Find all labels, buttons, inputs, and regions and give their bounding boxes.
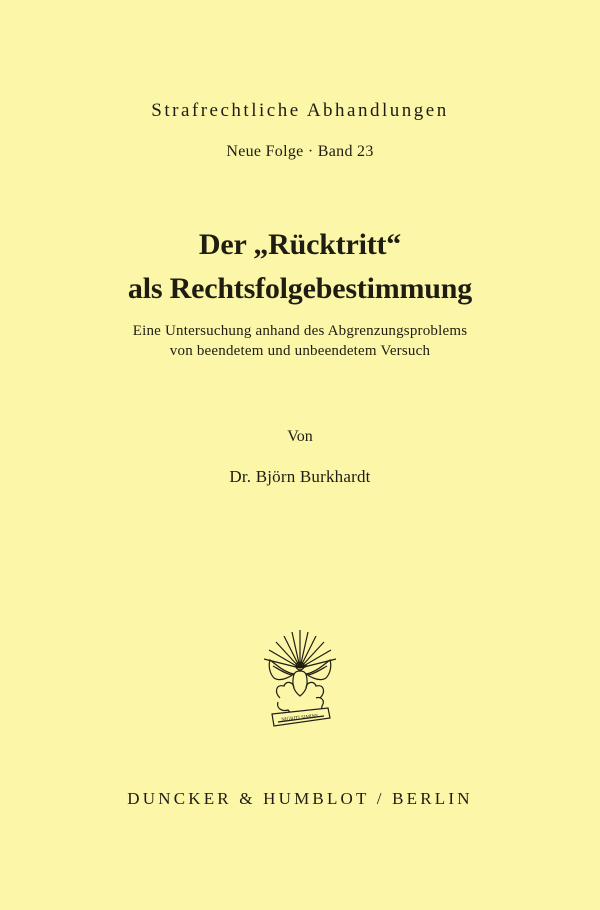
svg-text:NIGRITI SIMINE: NIGRITI SIMINE [281, 714, 319, 723]
publisher-eagle-logo [258, 628, 342, 732]
book-title-line-1: Der „Rücktritt“ [198, 228, 402, 261]
publisher-name: DUNCKER & HUMBLOT / BERLIN [127, 789, 473, 808]
book-subtitle-line-1: Eine Untersuchung anhand des Abgrenzungsproblems [132, 323, 468, 339]
author-name: Dr. Björn Burkhardt [229, 467, 371, 486]
series-volume: Neue Folge · Band 23 [226, 143, 374, 160]
series-title: Strafrechtliche Abhandlungen [151, 100, 449, 121]
byline-prefix: Von [287, 428, 313, 445]
book-subtitle-line-2: von beendetem und unbeendetem Versuch [169, 343, 431, 359]
book-title-line-2: als Rechtsfolgebestimmung [127, 272, 473, 305]
